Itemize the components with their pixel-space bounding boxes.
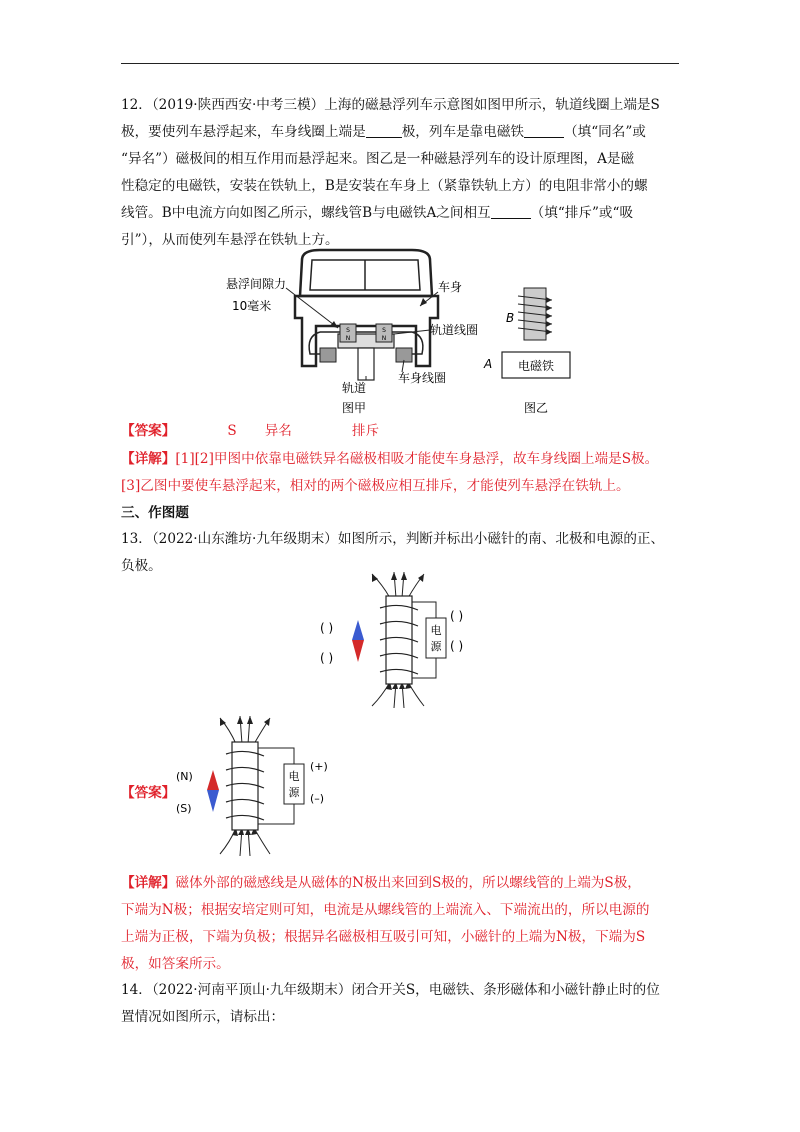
pole-n-right: N (381, 335, 387, 342)
section-title: 三、作图题 (121, 505, 189, 521)
q12-detail-2: [3]乙图中要使车悬浮起来，相对的两个磁极应相互排斥，才能使列车悬浮在铁轨上。 (121, 478, 630, 494)
gap-label-1: 悬浮间隙力 (226, 277, 287, 291)
q12-line-3: “异名”）磁极间的相互作用而悬浮起来。图乙是一种磁悬浮列车的设计原理图，A是磁 (121, 151, 635, 167)
body-label: 车身 (438, 280, 463, 294)
pole-s-left: S (346, 327, 350, 334)
q12-line-4: 性稳定的电磁铁，安装在铁轨上，B是安装在车身上（紧靠铁轨上方）的电阻非常小的螺 (121, 178, 648, 194)
q12-answer-3: 排斥 (351, 423, 380, 439)
q13-detail-3: 上端为正极，下端为负极；根据异名磁极相互吸引可知，小磁针的上端为N极，下端为S (121, 929, 646, 945)
q13-detail-2: 下端为N极；根据安培定则可知，电流是从螺线管的上端流入、下端流出的，所以电源的 (121, 902, 650, 918)
q12-blank-2 (524, 123, 564, 138)
q12-line-1: 12．（2019·陕西西安·中考三模）上海的磁悬浮列车示意图如图甲所示，轨道线圈上端是S (121, 97, 660, 113)
body-coil-label: 车身线圈 (398, 371, 447, 385)
power-bottom-bracket: ( ) (450, 639, 464, 653)
solenoid-question-figure (310, 572, 490, 708)
answer-power-label-2: 源 (288, 786, 300, 799)
track-label: 轨道 (342, 381, 367, 395)
pole-s-right: S (382, 327, 386, 334)
q12-line-6: 引”），从而使列车悬浮在铁轨上方。 (121, 232, 339, 248)
needle-top-bracket: ( ) (320, 621, 334, 635)
maglev-diagram-b (480, 280, 600, 420)
q12-line-5: 线管。B中电流方向如图乙所示，螺线管B与电磁铁A之间相互 （填“排斥”或“吸 (121, 205, 634, 221)
q14-line-2: 置情况如图所示，请标出： (121, 1009, 285, 1025)
q13-detail-1: 【详解】磁体外部的磁感线是从磁体的N极出来回到S极的，所以螺线管的上端为S极， (121, 875, 641, 891)
q12-blank-1 (366, 123, 402, 138)
q12-answer: 【答案】 S 异名 排斥 (121, 423, 380, 439)
q13-detail-4: 极，如答案所示。 (121, 956, 230, 972)
figure-b-caption: 图乙 (524, 401, 549, 415)
q13-line-1: 13．（2022·山东潍坊·九年级期末）如图所示，判断并标出小磁针的南、北极和电源的正、 (121, 531, 665, 547)
needle-bottom-bracket: ( ) (320, 651, 334, 665)
label-b: B (506, 311, 515, 325)
pole-n-left: N (345, 335, 351, 342)
electromagnet-label: 电磁铁 (517, 359, 555, 373)
answer-n-label: (N) (176, 770, 193, 783)
track-coil-label: 轨道线圈 (430, 323, 479, 337)
answer-minus-label: (–) (310, 792, 325, 805)
q12-line-2: 极，要使列车悬浮起来，车身线圈上端是 极，列车是靠电磁铁 （填“同名”或 (121, 124, 646, 140)
solenoid-answer-figure (172, 716, 352, 856)
answer-plus-label: (+) (310, 760, 328, 773)
answer-power-label-1: 电 (288, 770, 300, 783)
q12-blank-3 (491, 204, 531, 219)
answer-s-label: (S) (176, 802, 192, 815)
figure-a-caption: 图甲 (342, 401, 367, 415)
power-top-bracket: ( ) (450, 609, 464, 623)
q14-line-1: 14．（2022·河南平顶山·九年级期末）闭合开关S，电磁铁、条形磁体和小磁针静止时的位 (121, 982, 660, 998)
q12-answer-2: 异名 (264, 423, 292, 439)
label-a: A (484, 357, 493, 371)
q12-answer-1: S (227, 423, 237, 439)
header-rule (121, 63, 679, 64)
q13-answer-tag: 【答案】 (121, 785, 176, 801)
power-label-2: 源 (430, 640, 442, 653)
q12-detail-1: 【详解】[1][2]甲图中依靠电磁铁异名磁极相吸才能使车身悬浮，故车身线圈上端是S极。 (121, 451, 659, 467)
power-label-1: 电 (430, 624, 442, 637)
q13-line-2: 负极。 (121, 558, 162, 574)
maglev-diagram-a (220, 248, 493, 420)
gap-label-2: 10毫米 (232, 299, 272, 313)
